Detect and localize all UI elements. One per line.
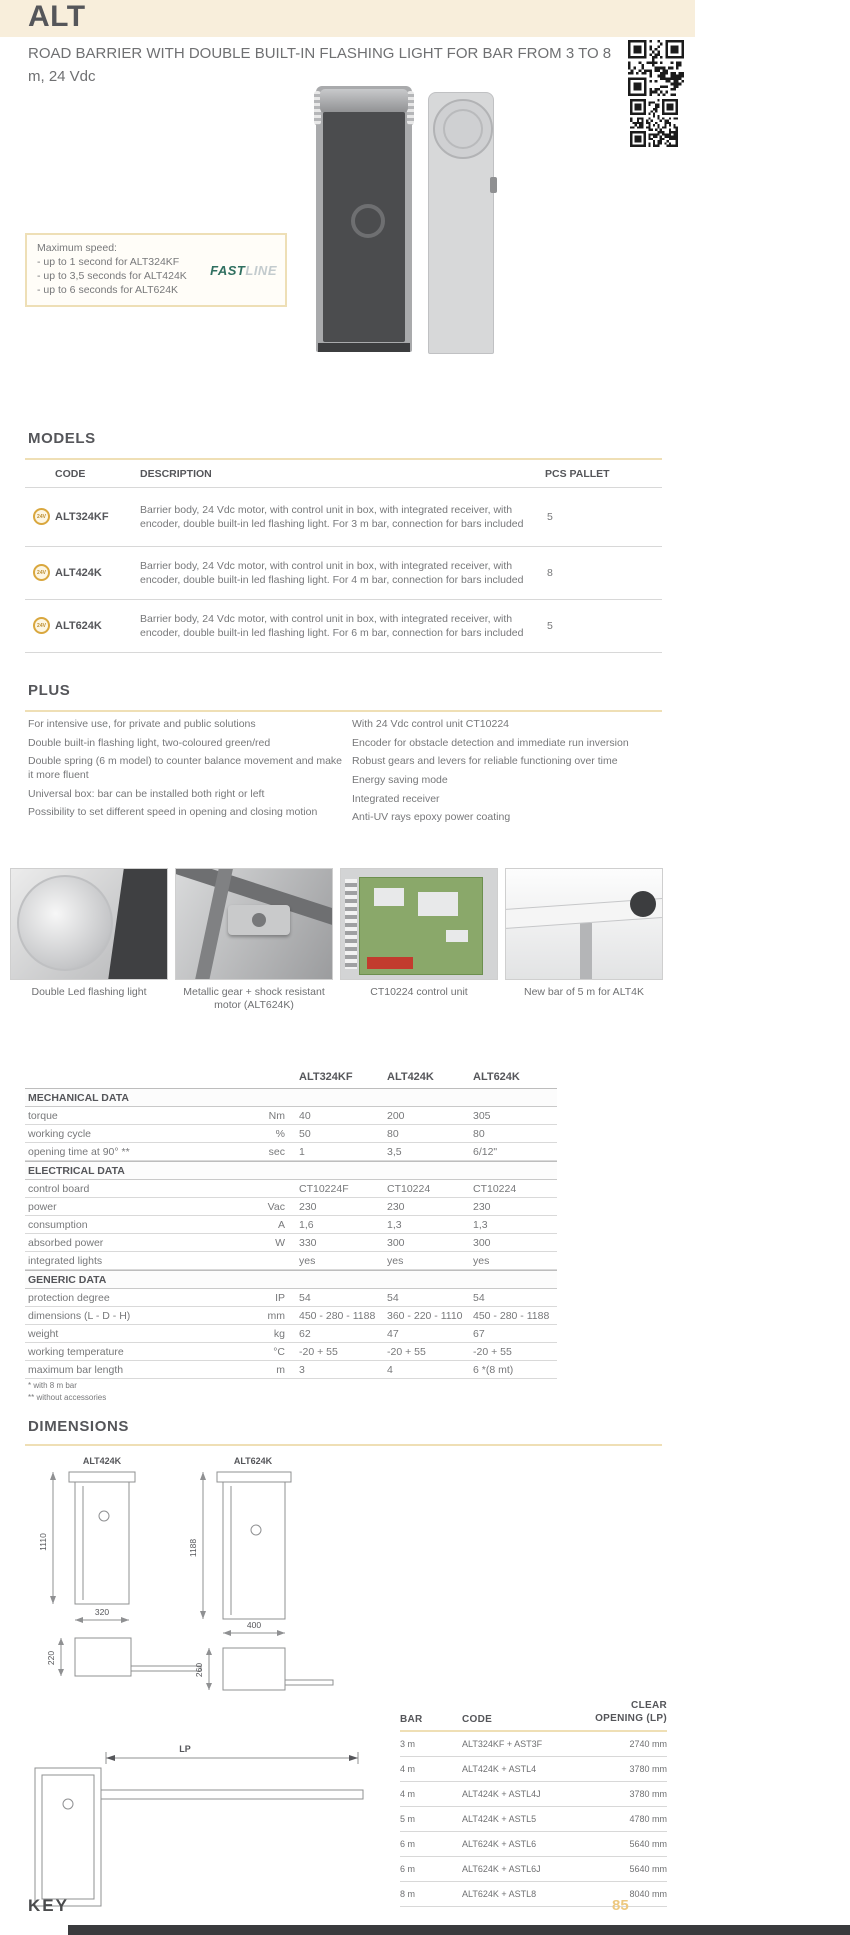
value: 62 xyxy=(299,1327,311,1340)
row-unit: Vac xyxy=(267,1200,285,1213)
value: 80 xyxy=(473,1127,485,1140)
barrier-lock-ring-icon xyxy=(351,204,385,238)
lp-cabinet xyxy=(35,1768,101,1906)
value: yes xyxy=(473,1254,490,1267)
plus-item: Universal box: bar can be installed both right or left xyxy=(28,787,265,800)
chip xyxy=(446,930,468,942)
drawing-flange xyxy=(69,1472,135,1482)
plus-heading: PLUS xyxy=(28,682,71,699)
combo-code: ALT424K + ASTL5 xyxy=(462,1814,537,1824)
row-label: maximum bar length xyxy=(28,1363,124,1376)
bar-row xyxy=(400,1807,667,1832)
drawing-bar-stub xyxy=(285,1680,333,1685)
row-unit: °C xyxy=(273,1345,285,1358)
section-title: MECHANICAL DATA xyxy=(28,1091,129,1104)
bar-row xyxy=(400,1782,667,1807)
tech-section-title xyxy=(25,1088,557,1107)
bar-length: 6 m xyxy=(400,1864,416,1874)
bar-table-header xyxy=(400,1700,667,1730)
terminal-block xyxy=(367,957,413,969)
support-pole xyxy=(580,923,592,980)
footnote-1: * with 8 m bar xyxy=(28,1381,77,1390)
tech-row xyxy=(25,1361,557,1379)
tech-header-row xyxy=(25,1066,557,1088)
footnote-2: ** without accessories xyxy=(28,1393,107,1402)
24v-badge-icon: 24V xyxy=(33,564,50,581)
tech-row xyxy=(25,1180,557,1198)
tech-row xyxy=(25,1289,557,1307)
fastline-logo-line: LINE xyxy=(245,263,277,278)
photo-caption: Double Led flashing light xyxy=(31,986,147,998)
plus-item: For intensive use, for private and public solutions xyxy=(28,718,256,730)
plus-item: Robust gears and levers for reliable functioning over time xyxy=(352,755,618,768)
bar-length: 3 m xyxy=(400,1739,416,1749)
wiring xyxy=(345,879,357,969)
dimensions-rule xyxy=(25,1444,662,1446)
row-label: absorbed power xyxy=(28,1236,104,1249)
value: CT10224 xyxy=(387,1182,431,1195)
drawing-depth: 260 xyxy=(194,1662,204,1678)
footer-bar xyxy=(68,1925,850,1935)
value: 305 xyxy=(473,1109,491,1122)
plus-item: With 24 Vdc control unit CT10224 xyxy=(352,718,509,730)
bar-length: 4 m xyxy=(400,1764,416,1774)
footnotes xyxy=(28,1380,106,1404)
tech-row xyxy=(25,1216,557,1234)
drawing-side-view xyxy=(223,1648,285,1690)
bar-code-table xyxy=(400,1700,667,1907)
page-title: ALT xyxy=(28,0,86,33)
drawing-flange xyxy=(217,1472,291,1482)
value: 6/12" xyxy=(473,1145,498,1158)
row-unit: m xyxy=(276,1363,285,1376)
qr-code-bottom xyxy=(630,99,678,147)
value: 230 xyxy=(299,1200,317,1213)
drawing-width: 400 xyxy=(246,1620,262,1630)
model-pcs: 8 xyxy=(547,567,553,579)
model-description: Barrier body, 24 Vdc motor, with control unit in box, with integrated receiver, with encoder, double built-in led flashing light. For 4 m bar, connection for bars included xyxy=(140,559,524,586)
drawing-lock-icon xyxy=(251,1525,261,1535)
photo-new-bar xyxy=(505,868,663,980)
drawing-lock-icon xyxy=(99,1511,109,1521)
row-unit: % xyxy=(275,1127,285,1140)
bar-row xyxy=(400,1732,667,1757)
bar-length: 4 m xyxy=(400,1789,416,1799)
bar-row xyxy=(400,1757,667,1782)
value: CT10224 xyxy=(473,1182,517,1195)
tech-row xyxy=(25,1252,557,1270)
gear-hub-icon xyxy=(252,913,266,927)
drawing-model-label: ALT424K xyxy=(82,1456,122,1466)
product-photo-barrier-light xyxy=(428,92,494,354)
drawing-depth: 220 xyxy=(46,1650,56,1666)
tech-row xyxy=(25,1143,557,1161)
row-unit: mm xyxy=(267,1309,285,1322)
models-col-pcs: PCS PALLET xyxy=(545,468,610,480)
speed-line-2: - up to 3,5 seconds for ALT424K xyxy=(37,269,187,282)
page-subtitle: ROAD BARRIER WITH DOUBLE BUILT-IN FLASHING LIGHT FOR BAR FROM 3 TO 8 m, 24 Vdc xyxy=(28,45,612,86)
combo-code: ALT624K + ASTL6 xyxy=(462,1839,537,1849)
value: 1,3 xyxy=(473,1218,488,1231)
plus-item: Integrated receiver xyxy=(352,792,440,805)
combo-code: ALT624K + ASTL8 xyxy=(462,1889,537,1899)
model-pcs: 5 xyxy=(547,511,553,523)
photo-flashing-light xyxy=(10,868,168,980)
product-photo-barrier-dark xyxy=(316,86,412,352)
models-table-header xyxy=(25,468,662,487)
fastline-logo xyxy=(210,263,277,278)
combo-code: ALT424K + ASTL4J xyxy=(462,1789,541,1799)
models-heading: MODELS xyxy=(28,430,96,447)
speed-box-title: Maximum speed: xyxy=(37,242,117,254)
models-rule xyxy=(25,458,662,460)
tech-row xyxy=(25,1125,557,1143)
model-code: ALT424K xyxy=(55,567,102,579)
value: 47 xyxy=(387,1327,399,1340)
plus-item: Double spring (6 m model) to counter balance movement and make it more fluent xyxy=(28,755,342,781)
plus-item: Double built-in flashing light, two-coloured green/red xyxy=(28,736,271,749)
value: 67 xyxy=(473,1327,485,1340)
value: 300 xyxy=(473,1236,491,1249)
drawing-body xyxy=(223,1482,285,1619)
model-description: Barrier body, 24 Vdc motor, with control unit in box, with integrated receiver, with encoder, double built-in led flashing light. For 3 m bar, connection for bars included xyxy=(140,503,524,530)
model-row-alt324kf xyxy=(25,488,662,546)
row-unit: kg xyxy=(273,1327,285,1340)
model-row-alt624k xyxy=(25,600,662,652)
page-number: 85 xyxy=(612,1897,629,1914)
model-code: ALT324KF xyxy=(55,511,109,523)
row-label: weight xyxy=(28,1327,59,1340)
value: 54 xyxy=(299,1291,311,1304)
plus-item: Encoder for obstacle detection and immediate run inversion xyxy=(352,736,629,749)
photo-caption: Metallic gear + shock resistant motor (ALT624K) xyxy=(183,986,325,1012)
model-description: Barrier body, 24 Vdc motor, with control unit in box, with integrated receiver, with encoder, double built-in led flashing light. For 6 m bar, connection for bars included xyxy=(140,612,524,639)
clear-opening: 2740 mm xyxy=(629,1739,667,1749)
speed-line-1: - up to 1 second for ALT324KF xyxy=(37,255,180,268)
plus-item: Anti-UV rays epoxy power coating xyxy=(352,811,511,824)
dimension-drawings xyxy=(25,1452,335,1702)
24v-badge-icon: 24V xyxy=(33,617,50,634)
row-label: opening time at 90° ** xyxy=(28,1145,130,1158)
row-unit: Nm xyxy=(268,1109,285,1122)
tech-model-1: ALT324KF xyxy=(299,1071,353,1083)
models-col-code: CODE xyxy=(55,468,86,480)
photo-metallic-gear xyxy=(175,868,333,980)
clear-opening: 5640 mm xyxy=(629,1864,667,1874)
barrier-base xyxy=(318,343,410,352)
value: 54 xyxy=(387,1291,399,1304)
drawing-side-view xyxy=(75,1638,131,1676)
row-unit: sec xyxy=(268,1145,285,1158)
value: 80 xyxy=(387,1127,399,1140)
24v-badge-icon: 24V xyxy=(33,508,50,525)
value: 6 *(8 mt) xyxy=(473,1363,514,1376)
value: 450 - 280 - 1188 xyxy=(299,1309,376,1322)
bar-length: 5 m xyxy=(400,1814,416,1824)
model-row-alt424k xyxy=(25,547,662,599)
clear-opening: 8040 mm xyxy=(629,1889,667,1899)
technical-data-table xyxy=(25,1066,557,1379)
chip xyxy=(418,892,458,916)
drawing-bar-stub xyxy=(131,1666,201,1671)
bar-row xyxy=(400,1832,667,1857)
model-code: ALT624K xyxy=(55,620,102,632)
value: 3 xyxy=(299,1363,305,1376)
row-label: working cycle xyxy=(28,1127,92,1140)
clear-opening: 3780 mm xyxy=(629,1764,667,1774)
row-unit: W xyxy=(275,1236,285,1249)
row-label: protection degree xyxy=(28,1291,110,1304)
row-label: torque xyxy=(28,1109,58,1122)
lp-bar xyxy=(101,1790,363,1799)
bar-row xyxy=(400,1857,667,1882)
tech-model-2: ALT424K xyxy=(387,1071,434,1083)
speed-line-3: - up to 6 seconds for ALT624K xyxy=(37,283,179,296)
release-handle-icon xyxy=(490,177,497,193)
value: 330 xyxy=(299,1236,317,1249)
plus-item: Possibility to set different speed in opening and closing motion xyxy=(28,806,318,819)
key-brand-logo: KEY xyxy=(28,1896,69,1915)
tech-row xyxy=(25,1234,557,1252)
tech-row xyxy=(25,1198,557,1216)
photo-caption: CT10224 control unit xyxy=(370,986,468,998)
value: 450 - 280 - 1188 xyxy=(473,1309,550,1322)
value: yes xyxy=(387,1254,404,1267)
lp-lock-icon xyxy=(63,1799,73,1809)
plus-list-right xyxy=(352,718,664,830)
maximum-speed-box xyxy=(25,233,287,307)
cabinet-edge xyxy=(105,868,168,980)
round-lamp-icon xyxy=(433,99,493,159)
chip xyxy=(374,888,404,906)
lp-drawing xyxy=(20,1738,375,1913)
row-label: power xyxy=(28,1200,57,1213)
bar-end-cap-icon xyxy=(630,891,656,917)
value: 4 xyxy=(387,1363,393,1376)
model-pcs: 5 xyxy=(547,620,553,632)
combo-code: ALT324KF + AST3F xyxy=(462,1739,543,1749)
tech-row xyxy=(25,1307,557,1325)
row-unit: IP xyxy=(275,1291,285,1304)
value: -20 + 55 xyxy=(473,1345,512,1358)
tech-row xyxy=(25,1343,557,1361)
fastline-logo-fast: FAST xyxy=(210,263,246,278)
barrier-head xyxy=(320,89,408,113)
value: -20 + 55 xyxy=(387,1345,426,1358)
col-code: CODE xyxy=(462,1714,493,1725)
tech-section-title xyxy=(25,1270,557,1289)
value: CT10224F xyxy=(299,1182,349,1195)
value: 1 xyxy=(299,1145,305,1158)
value: 3,5 xyxy=(387,1145,402,1158)
row-label: integrated lights xyxy=(28,1254,103,1267)
value: 50 xyxy=(299,1127,311,1140)
lp-label: LP xyxy=(179,1744,191,1754)
row-label: control board xyxy=(28,1182,90,1195)
value: 1,6 xyxy=(299,1218,314,1231)
bar-length: 8 m xyxy=(400,1889,416,1899)
value: 54 xyxy=(473,1291,485,1304)
value: yes xyxy=(299,1254,316,1267)
drawing-model-label: ALT624K xyxy=(233,1456,273,1466)
row-label: consumption xyxy=(28,1218,88,1231)
photo-control-unit xyxy=(340,868,498,980)
divider xyxy=(25,652,662,653)
photo-caption: New bar of 5 m for ALT4K xyxy=(523,986,645,998)
drawing-height: 1188 xyxy=(188,1538,198,1558)
value: 230 xyxy=(387,1200,405,1213)
value: 200 xyxy=(387,1109,405,1122)
section-title: GENERIC DATA xyxy=(28,1273,107,1286)
tech-row xyxy=(25,1107,557,1125)
clear-opening: 3780 mm xyxy=(629,1789,667,1799)
section-title: ELECTRICAL DATA xyxy=(28,1164,125,1177)
models-col-description: DESCRIPTION xyxy=(140,468,212,480)
qr-code-top xyxy=(628,40,684,96)
plus-rule xyxy=(25,710,662,712)
row-unit: A xyxy=(277,1218,285,1231)
value: -20 + 55 xyxy=(299,1345,338,1358)
plus-item: Energy saving mode xyxy=(352,773,448,786)
led-lens-icon xyxy=(17,875,113,971)
plus-list-left xyxy=(28,718,350,825)
value: 40 xyxy=(299,1109,311,1122)
tech-row xyxy=(25,1325,557,1343)
combo-code: ALT624K + ASTL6J xyxy=(462,1864,541,1874)
combo-code: ALT424K + ASTL4 xyxy=(462,1764,537,1774)
clear-opening: 4780 mm xyxy=(629,1814,667,1824)
value: 360 - 220 - 1110 xyxy=(387,1309,463,1322)
col-clear-opening: CLEAR OPENING (LP) xyxy=(595,1700,667,1724)
dimensions-heading: DIMENSIONS xyxy=(28,1418,130,1435)
tech-model-3: ALT624K xyxy=(473,1071,520,1083)
header-band xyxy=(0,0,695,37)
bar-length: 6 m xyxy=(400,1839,416,1849)
col-bar: BAR xyxy=(400,1714,423,1725)
tech-section-title xyxy=(25,1161,557,1180)
row-label: dimensions (L - D - H) xyxy=(28,1309,131,1322)
drawing-height: 1110 xyxy=(38,1533,48,1551)
row-label: working temperature xyxy=(28,1345,124,1358)
value: 300 xyxy=(387,1236,405,1249)
drawing-width: 320 xyxy=(94,1607,110,1617)
value: 230 xyxy=(473,1200,491,1213)
flashing-light-strip-right-icon xyxy=(407,91,414,125)
clear-opening: 5640 mm xyxy=(629,1839,667,1849)
value: 1,3 xyxy=(387,1218,402,1231)
